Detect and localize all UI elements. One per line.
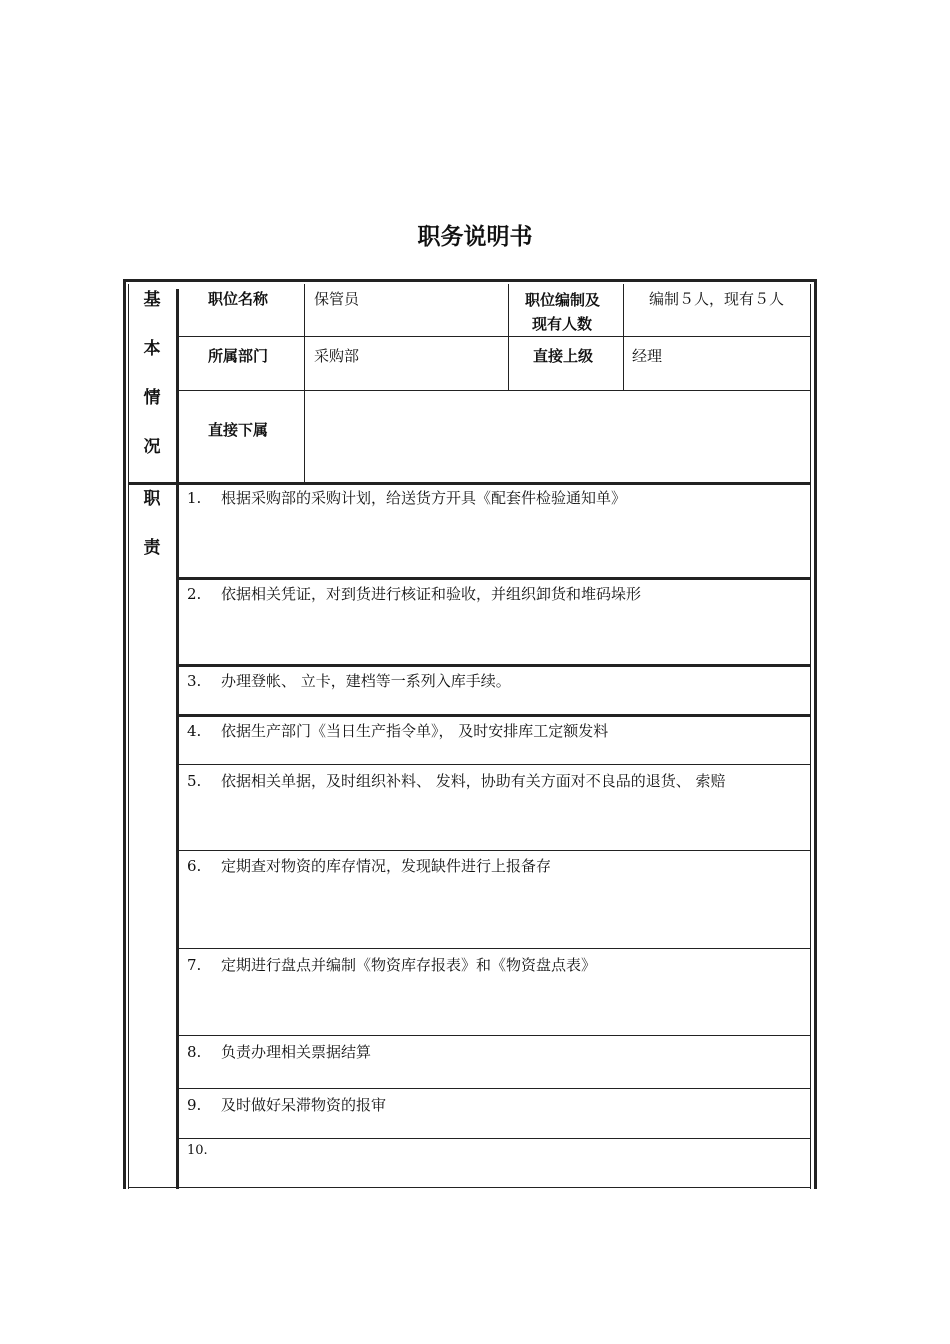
duty-item-4 bbox=[187, 721, 608, 741]
duty-divider-6 bbox=[179, 948, 811, 949]
duty-divider-5 bbox=[179, 850, 811, 851]
duty-number: 3. bbox=[187, 672, 202, 690]
duty-text: 负责办理相关票据结算 bbox=[221, 1043, 372, 1061]
position-name-label: 职位名称 bbox=[208, 290, 269, 308]
headcount-label-line2: 现有人数 bbox=[532, 315, 593, 333]
duty-divider-4 bbox=[179, 764, 811, 765]
basic-hline-2 bbox=[179, 390, 811, 391]
duty-divider-3 bbox=[179, 714, 811, 717]
duty-number: 5. bbox=[187, 772, 202, 790]
duty-text: 依据相关凭证，对到货进行核证和验收，并组织卸货和堆码垛形 bbox=[221, 585, 642, 603]
department-label: 所属部门 bbox=[208, 347, 269, 365]
duty-text: 及时做好呆滞物资的报审 bbox=[221, 1096, 387, 1114]
duty-number: 8. bbox=[187, 1043, 202, 1061]
duty-number: 7. bbox=[187, 956, 202, 974]
duty-text: 根据采购部的采购计划，给送货方开具《配套件检验通知单》 bbox=[221, 489, 627, 507]
duty-item-8 bbox=[187, 1042, 371, 1062]
duty-item-7 bbox=[187, 955, 596, 975]
duty-number: 4. bbox=[187, 722, 202, 740]
duty-number: 10. bbox=[187, 1143, 208, 1158]
duty-text: 办理登帐、 立卡，建档等一系列入库手续。 bbox=[221, 672, 511, 690]
position-name-value: 保管员 bbox=[314, 290, 360, 308]
duties-label-char: 责 bbox=[143, 538, 161, 558]
basic-vline-2 bbox=[508, 284, 509, 390]
basic-vline-3 bbox=[623, 284, 624, 390]
label-column-divider bbox=[176, 289, 179, 1189]
duty-item-9 bbox=[187, 1095, 386, 1115]
subordinate-label: 直接下属 bbox=[208, 421, 269, 439]
duties-section-label bbox=[137, 488, 167, 586]
duty-item-10 bbox=[187, 1141, 221, 1161]
duty-item-3 bbox=[187, 671, 511, 691]
duty-text: 依据相关单据，及时组织补料、 发料，协助有关方面对不良品的退货、 索赔 bbox=[221, 772, 726, 790]
basic-vline-1 bbox=[304, 284, 305, 483]
document-title: 职务说明书 bbox=[417, 224, 533, 250]
duty-text: 定期查对物资的库存情况，发现缺件进行上报备存 bbox=[221, 857, 552, 875]
duty-number: 2. bbox=[187, 585, 202, 603]
superior-value: 经理 bbox=[632, 347, 663, 365]
border-right-inner bbox=[810, 284, 811, 1189]
duty-text: 定期进行盘点并编制《物资库存报表》和《物资盘点表》 bbox=[221, 956, 597, 974]
duty-item-5 bbox=[187, 771, 726, 791]
basic-label-char: 基 bbox=[143, 290, 161, 310]
duty-number: 1. bbox=[187, 489, 202, 507]
duty-divider-10 bbox=[179, 1187, 811, 1188]
border-left-inner bbox=[128, 284, 129, 1189]
basic-hline-1 bbox=[179, 336, 811, 337]
basic-label-char: 情 bbox=[143, 388, 161, 408]
headcount-label-line1: 职位编制及 bbox=[525, 291, 601, 309]
border-top bbox=[123, 279, 817, 282]
border-bottom-left bbox=[128, 1187, 178, 1188]
duty-divider-2 bbox=[179, 664, 811, 667]
duty-number: 6. bbox=[187, 857, 202, 875]
duties-label-char: 职 bbox=[143, 489, 161, 509]
duty-divider-1 bbox=[179, 577, 811, 580]
section-divider bbox=[129, 482, 811, 485]
department-value: 采购部 bbox=[314, 347, 360, 365]
headcount-value: 编制５人，现有５人 bbox=[649, 290, 785, 308]
duty-divider-9 bbox=[179, 1138, 811, 1139]
border-left bbox=[123, 279, 126, 1189]
border-right bbox=[814, 279, 817, 1189]
duty-text: 依据生产部门《当日生产指令单》， 及时安排库工定额发料 bbox=[221, 722, 609, 740]
basic-label-char: 本 bbox=[143, 339, 161, 359]
basic-label-char: 况 bbox=[143, 437, 161, 457]
duty-divider-7 bbox=[179, 1035, 811, 1036]
superior-label: 直接上级 bbox=[533, 347, 594, 365]
basic-section-label bbox=[137, 289, 167, 485]
duty-item-2 bbox=[187, 584, 641, 604]
duty-item-1 bbox=[187, 488, 626, 508]
duty-item-6 bbox=[187, 856, 551, 876]
duty-divider-8 bbox=[179, 1088, 811, 1089]
duty-number: 9. bbox=[187, 1096, 202, 1114]
